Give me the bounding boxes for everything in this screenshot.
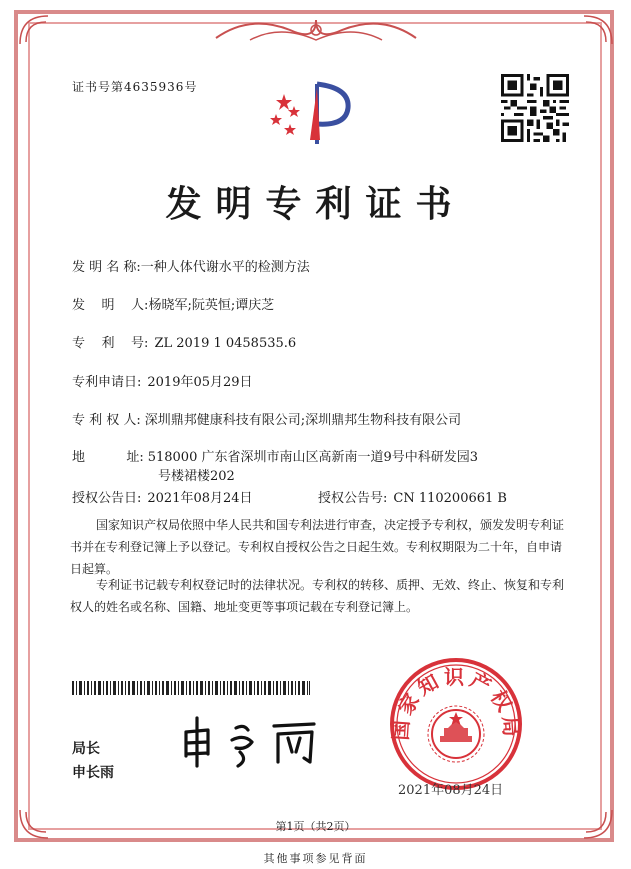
grant-date-value: 2021年08月24日 [147, 491, 253, 506]
director-title: 局长 [72, 741, 100, 757]
certificate-number: 证书号第4635936号 [72, 80, 198, 94]
invention-name-row [72, 256, 310, 275]
official-seal-icon [388, 656, 524, 792]
cnipa-logo-icon [262, 78, 352, 148]
address-row [72, 446, 478, 465]
page-indicator: 第1页（共2页） [275, 820, 356, 833]
inventor-value: 杨晓军;阮英恒;谭庆芝 [148, 298, 275, 313]
inventor-label: 发 明 人: [72, 298, 149, 313]
address-value-line1: 518000 广东省深圳市南山区高新南一道9号中科研发园3 [147, 450, 479, 465]
grant-date-row [72, 487, 253, 506]
handwritten-signature-icon [178, 712, 328, 770]
filing-date-row [72, 371, 253, 390]
certificate-title: 发明专利证书 [165, 183, 466, 225]
director-name: 申长雨 [72, 765, 114, 781]
filing-date-value: 2019年05月29日 [147, 375, 253, 390]
seal-text: 国家知识产权局 [388, 665, 524, 742]
patent-number-row [72, 332, 296, 351]
top-ornament-icon [210, 10, 422, 50]
grant-number-row [318, 487, 507, 506]
invention-name-value: 一种人体代谢水平的检测方法 [140, 260, 310, 275]
address-label: 地 址: [72, 450, 144, 465]
address-value-line2: 号楼裙楼202 [158, 469, 235, 484]
patentee-label: 专 利 权 人: [72, 413, 141, 428]
grant-number-label: 授权公告号: [318, 491, 388, 506]
barcode-icon [72, 681, 310, 695]
inventor-row [72, 294, 274, 313]
grant-date-label: 授权公告日: [72, 491, 142, 506]
patentee-row [72, 409, 461, 428]
grant-statement-paragraph: 国家知识产权局依照中华人民共和国专利法进行审查，决定授予专利权，颁发发明专利证书并在专利登记簿上予以登记。专利权自授权公告之日起生效。专利权期限为二十年，自申请日起算。 [70, 518, 565, 576]
corner-ornament-icon [16, 12, 52, 48]
patentee-value: 深圳鼎邦健康科技有限公司;深圳鼎邦生物科技有限公司 [144, 413, 462, 428]
seal-date: 2021年08月24日 [398, 783, 504, 798]
patent-number-value: ZL 2019 1 0458535.6 [154, 336, 297, 351]
invention-name-label: 发 明 名 称: [72, 260, 141, 275]
patent-number-label: 专 利 号: [72, 336, 149, 351]
legal-status-paragraph: 专利证书记载专利权登记时的法律状况。专利权的转移、质押、无效、终止、恢复和专利权人的姓名或名称、国籍、地址变更等事项记载在专利登记簿上。 [70, 578, 565, 614]
filing-date-label: 专利申请日: [72, 375, 142, 390]
corner-ornament-icon [580, 12, 616, 48]
qr-code-icon [501, 74, 569, 142]
grant-number-value: CN 110200661 B [393, 491, 507, 506]
footer-note: 其他事项参见背面 [263, 852, 368, 865]
